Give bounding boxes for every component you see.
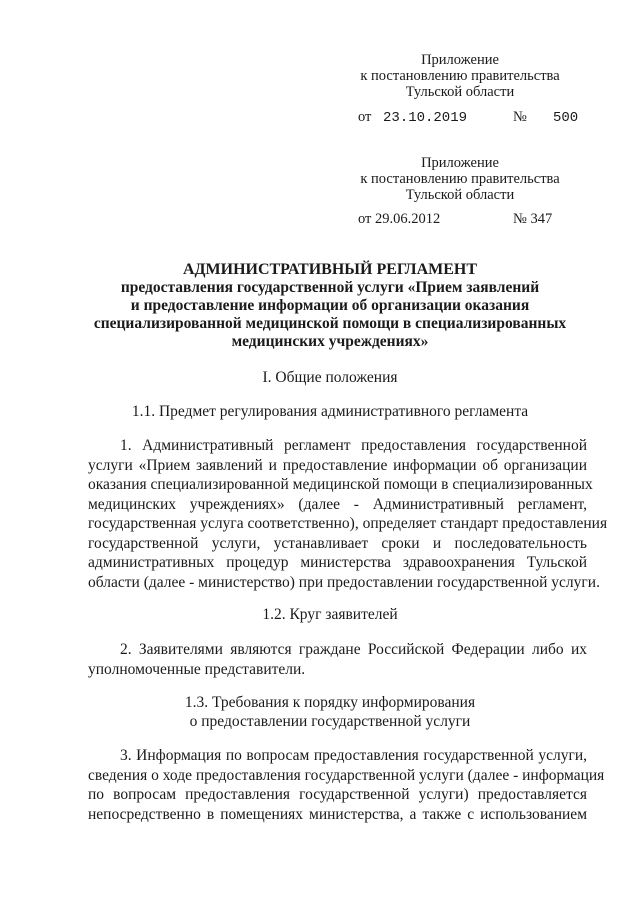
title-line: предоставления государственной услуги «Прием заявлений bbox=[120, 279, 540, 296]
title-main: АДМИНИСТРАТИВНЫЙ РЕГЛАМЕНТ bbox=[182, 261, 478, 278]
paragraph-line: медицинских учреждениях» (далее - Административный регламент, bbox=[88, 495, 587, 513]
document-title bbox=[60, 261, 600, 351]
paragraph-line: сведения о ходе предоставления государственной услуги (далее - информация bbox=[88, 766, 605, 784]
subsection-heading bbox=[60, 693, 600, 731]
title-line: медицинских учреждениях» bbox=[231, 333, 429, 350]
annex-line: к постановлению правительства bbox=[360, 171, 560, 187]
paragraph-line: непосредственно в помещениях министерства, а также с использованием bbox=[88, 805, 587, 823]
paragraph-line: оказания специализированной медицинской помощи в специализированных bbox=[88, 476, 593, 493]
subsection-heading: 1.2. Круг заявителей bbox=[262, 606, 398, 623]
paragraph-line: области (далее - министерство) при предоставлении государственной услуги. bbox=[88, 573, 600, 591]
annex-line: Приложение bbox=[421, 155, 499, 171]
subsection-line: о предоставлении государственной услуги bbox=[189, 713, 471, 730]
title-line: специализированной медицинской помощи в специализированных bbox=[93, 315, 567, 332]
paragraph-line: по вопросам предоставления государственной услуги) предоставляется bbox=[88, 786, 587, 803]
annex-date-prefix: от bbox=[358, 109, 372, 125]
paragraph-1 bbox=[88, 436, 608, 592]
section-heading: I. Общие положения bbox=[262, 369, 398, 386]
paragraph-line: административных процедур министерства здравоохранения Тульской bbox=[88, 554, 587, 571]
title-line: и предоставление информации об организации оказания bbox=[130, 297, 530, 314]
paragraph-2 bbox=[88, 640, 587, 679]
annex-date: 23.10.2019 bbox=[383, 110, 468, 126]
annex-original-number: № 347 bbox=[513, 211, 553, 227]
annex-original-date: от 29.06.2012 bbox=[358, 211, 441, 227]
paragraph-line: государственной услуги, устанавливает сроки и последовательность bbox=[88, 534, 587, 552]
paragraph-line: уполномоченные представители. bbox=[88, 660, 306, 678]
annex-number: 500 bbox=[553, 110, 579, 126]
paragraph-line: 2. Заявителями являются граждане Российской Федерации либо их bbox=[120, 641, 587, 658]
paragraph-line: услуги «Прием заявлений и предоставление информации об организации bbox=[88, 456, 587, 474]
annex-block-top bbox=[330, 52, 590, 100]
paragraph-line: 1. Административный регламент предоставления государственной bbox=[120, 437, 587, 454]
annex-line: Приложение bbox=[421, 52, 499, 68]
annex-number-prefix: № bbox=[513, 109, 527, 125]
annex-line: Тульской области bbox=[405, 187, 515, 203]
subsection-line: 1.3. Требования к порядку информирования bbox=[184, 694, 476, 711]
paragraph-line: государственная услуга соответственно), определяет стандарт предоставления bbox=[88, 515, 608, 532]
paragraph-line: 3. Информация по вопросам предоставления государственной услуги, bbox=[120, 747, 587, 764]
paragraph-3 bbox=[88, 746, 605, 824]
annex-block-original bbox=[330, 155, 590, 203]
subsection-heading: 1.1. Предмет регулирования административного регламента bbox=[131, 403, 529, 420]
annex-line: к постановлению правительства bbox=[360, 68, 560, 84]
annex-line: Тульской области bbox=[405, 84, 515, 100]
